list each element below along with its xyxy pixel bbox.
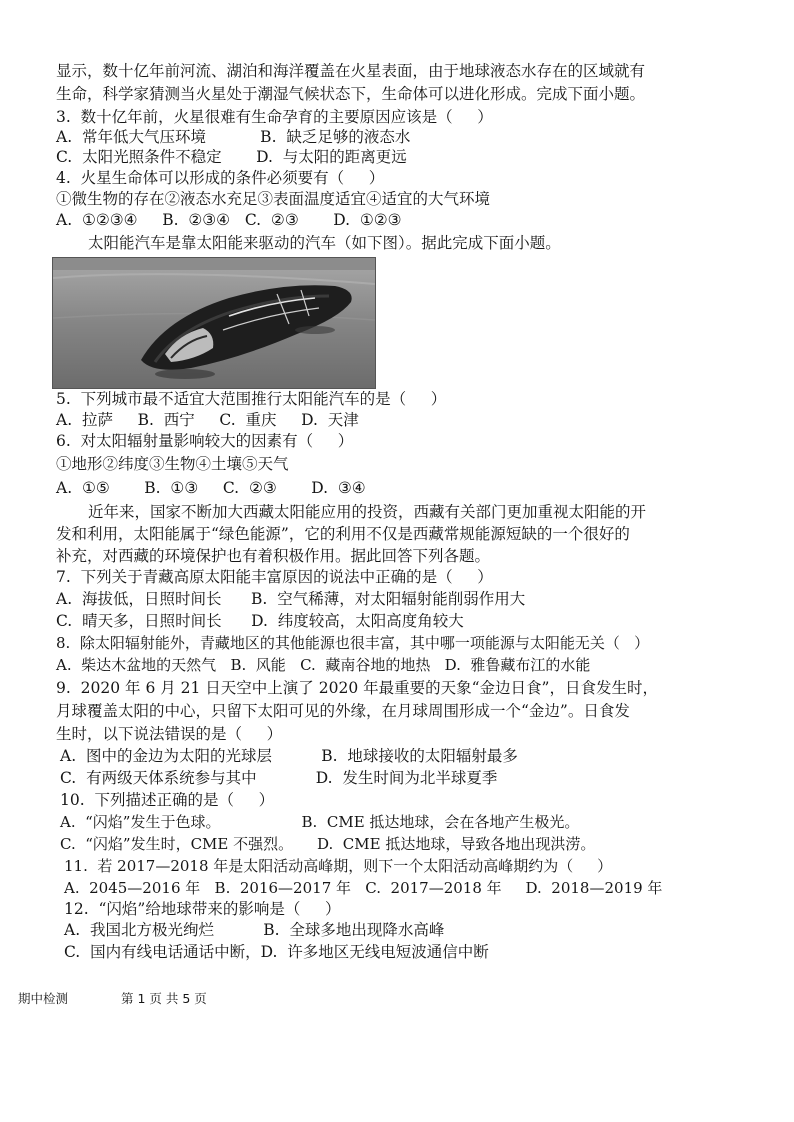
question-12-options-row: C. 国内有线电话通话中断，D. 许多地区无线电短波通信中断: [64, 943, 489, 961]
question-12-stem: 12. “闪焰”给地球带来的影响是（ ）: [64, 900, 341, 918]
page-number: 第 1 页 共 5 页: [121, 991, 207, 1006]
question-3-options-row: A. 常年低大气压环境 B. 缺乏足够的液态水: [56, 128, 411, 146]
passage-line: 生命，科学家猜测当火星处于潮湿气候状态下，生命体可以进化形成。完成下面小题。: [56, 85, 646, 103]
question-8-options: A. 柴达木盆地的天然气 B. 风能 C. 藏南谷地的地热 D. 雅鲁藏布江的水能: [56, 656, 591, 674]
question-5-options: A. 拉萨 B. 西宁 C. 重庆 D. 天津: [56, 411, 359, 429]
question-7-stem: 7. 下列关于青藏高原太阳能丰富原因的说法中正确的是（ ）: [56, 568, 493, 586]
question-4-stem: 4. 火星生命体可以形成的条件必须要有（ ）: [56, 169, 385, 187]
question-9-stem: 9. 2020 年 6 月 21 日天空中上演了 2020 年最重要的天象“金边日食”，日食发生时，: [56, 679, 658, 697]
question-6-options: A. ①⑤ B. ①③ C. ②③ D. ③④: [56, 479, 366, 497]
question-9-options-row: A. 图中的金边为太阳的光球层 B. 地球接收的太阳辐射最多: [60, 747, 518, 765]
question-7-options-row: C. 晴天多，日照时间长 D. 纬度较高，太阳高度角较大: [56, 612, 464, 630]
question-7-options-row: A. 海拔低，日照时间长 B. 空气稀薄，对太阳辐射能削弱作用大: [56, 590, 526, 608]
question-4-options: A. ①②③④ B. ②③④ C. ②③ D. ①②③: [56, 211, 402, 229]
question-9-stem: 月球覆盖太阳的中心，只留下太阳可见的外缘，在月球周围形成一个“金边”。日食发: [56, 702, 630, 720]
solar-car-intro: 太阳能汽车是靠太阳能来驱动的汽车（如下图）。据此完成下面小题。: [88, 234, 561, 252]
question-8-stem: 8. 除太阳辐射能外，青藏地区的其他能源也很丰富，其中哪一项能源与太阳能无关（ ）: [56, 634, 650, 652]
question-11-stem: 11. 若 2017—2018 年是太阳活动高峰期，则下一个太阳活动高峰期约为（ ）: [64, 857, 613, 875]
question-9-options-row: C. 有两级天体系统参与其中 D. 发生时间为北半球夏季: [60, 769, 498, 787]
question-4-items: ①微生物的存在②液态水充足③表面温度适宜④适宜的大气环境: [56, 190, 491, 208]
question-10-stem: 10. 下列描述正确的是（ ）: [60, 791, 275, 809]
tibet-passage-line: 发和利用，太阳能属于“绿色能源”，它的利用不仅是西藏常规能源短缺的一个很好的: [56, 525, 630, 543]
question-6-items: ①地形②纬度③生物④土壤⑤天气: [56, 455, 289, 473]
solar-car-photo: [52, 257, 376, 389]
solar-car-image: [53, 258, 375, 388]
question-6-stem: 6. 对太阳辐射量影响较大的因素有（ ）: [56, 432, 354, 450]
tibet-passage-line: 补充，对西藏的环境保护也有着积极作用。据此回答下列各题。: [56, 547, 491, 565]
question-10-options-row: A. “闪焰”发生于色球。 B. CME 抵达地球，会在各地产生极光。: [60, 813, 580, 831]
passage-line: 显示，数十亿年前河流、湖泊和海洋覆盖在火星表面，由于地球液态水存在的区域就有: [56, 62, 646, 80]
question-11-options: A. 2045—2016 年 B. 2016—2017 年 C. 2017—2018 年 D. 2018—2019 年: [64, 879, 663, 897]
question-3-stem: 3. 数十亿年前，火星很难有生命孕育的主要原因应该是（ ）: [56, 108, 493, 126]
exam-label: 期中检测: [18, 991, 69, 1006]
question-5-stem: 5. 下列城市最不适宜大范围推行太阳能汽车的是（ ）: [56, 390, 447, 408]
question-10-options-row: C. “闪焰”发生时，CME 不强烈。 D. CME 抵达地球，导致各地出现洪涝。: [60, 835, 596, 853]
tibet-passage-line: 近年来，国家不断加大西藏太阳能应用的投资，西藏有关部门更加重视太阳能的开: [88, 503, 647, 521]
question-3-options-row: C. 太阳光照条件不稳定 D. 与太阳的距离更远: [56, 148, 407, 166]
question-12-options-row: A. 我国北方极光绚烂 B. 全球多地出现降水高峰: [64, 921, 445, 939]
question-9-stem: 生时，以下说法错误的是（ ）: [56, 725, 283, 743]
